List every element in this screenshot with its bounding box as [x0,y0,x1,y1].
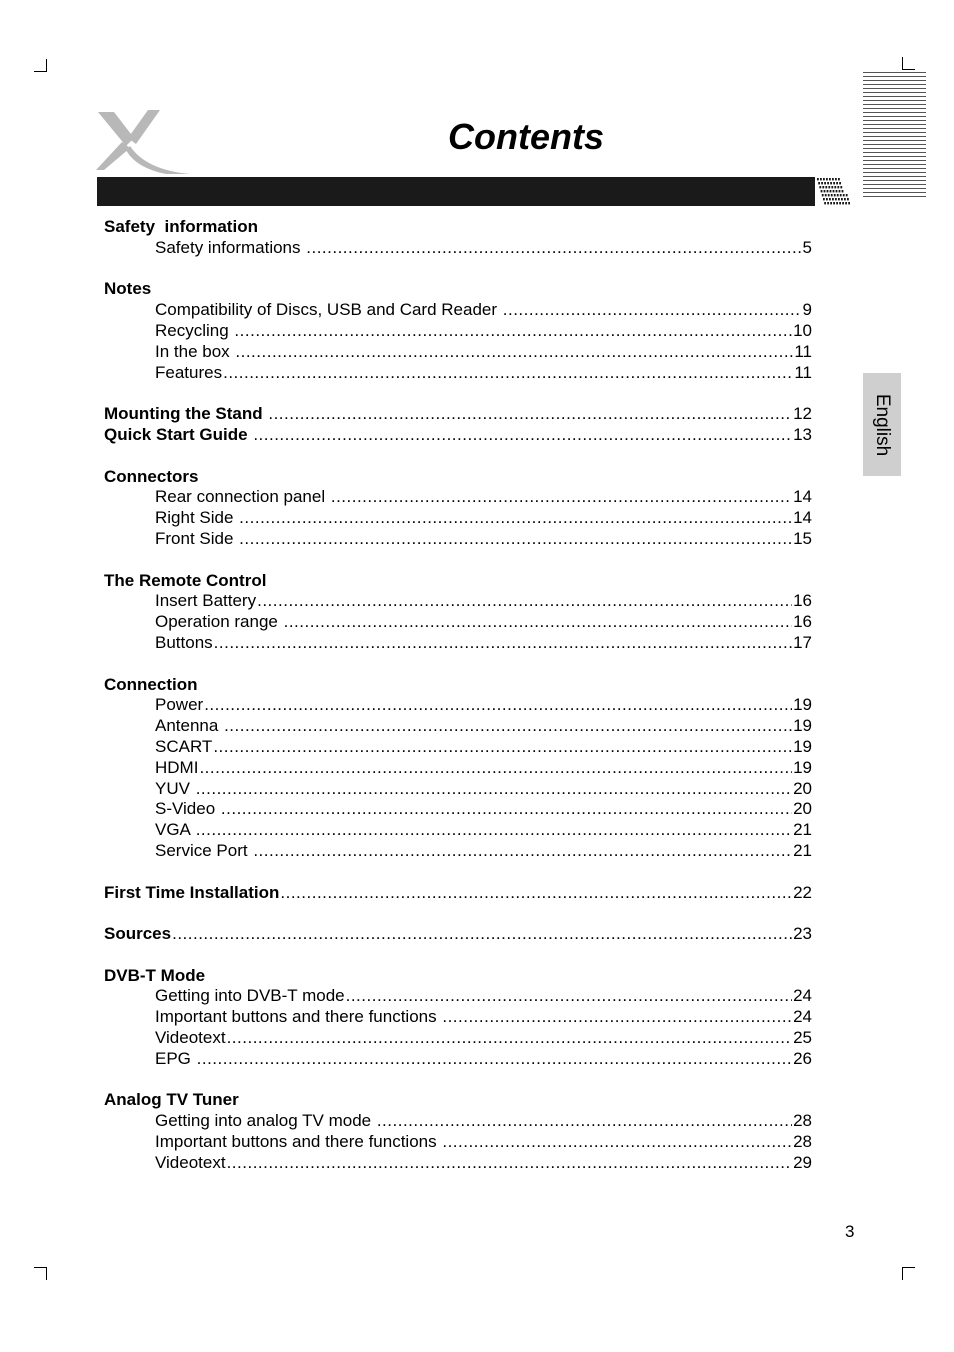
toc-entry-label: Right Side [155,508,239,528]
toc-entry[interactable] [104,695,812,716]
toc-entry[interactable] [104,612,812,633]
toc-page-number: 14 [793,487,812,507]
toc-section-heading[interactable] [104,966,812,987]
toc-entry[interactable] [104,508,812,529]
toc-page-number: 20 [793,778,812,798]
toc-leader-dots [235,342,793,363]
toc-section-title: The Remote Control [104,570,267,590]
toc-page-number: 17 [793,632,812,652]
toc-page-number: 23 [793,924,812,944]
toc-spacer [104,862,812,883]
toc-page-number: 22 [793,882,812,902]
toc-page-number: 19 [793,716,812,736]
toc-entry-label: Videotext [155,1152,226,1172]
toc-leader-dots [197,1049,792,1070]
toc-entry[interactable] [104,300,812,321]
toc-page-number: 25 [793,1028,812,1048]
toc-leader-dots [227,1153,793,1174]
toc-spacer [104,945,812,966]
toc-page-number: 5 [802,237,812,257]
page-title: Contents [448,116,604,157]
toc-entry-label: YUV [155,778,195,798]
language-tab[interactable] [863,373,901,476]
toc-leader-dots [227,1028,793,1049]
toc-page-number: 21 [793,840,812,860]
toc-spacer [104,383,812,404]
toc-leader-dots [204,695,792,716]
toc-section-heading[interactable] [104,571,812,592]
toc-section-title: Mounting the Stand [104,404,268,424]
toc-entry[interactable] [104,529,812,550]
brand-logo-icon [96,108,192,176]
toc-leader-dots [214,633,792,654]
toc-entry[interactable] [104,321,812,342]
toc-entry-label: HDMI [155,757,199,777]
toc-section-heading[interactable] [104,924,812,945]
toc-page-number: 19 [793,736,812,756]
toc-entry[interactable] [104,633,812,654]
toc-leader-dots [213,737,792,758]
toc-page-number: 28 [793,1111,812,1131]
toc-page-number: 13 [793,424,812,444]
toc-leader-dots [199,758,792,779]
toc-page-number: 19 [793,757,812,777]
title-bar [97,177,851,206]
toc-section-heading[interactable] [104,217,812,238]
toc-section-title: Connectors [104,466,199,486]
crop-mark-top-right [902,57,915,70]
toc-leader-dots [221,799,792,820]
crop-mark-bottom-left [34,1267,47,1280]
toc-leader-dots [280,883,792,904]
toc-entry[interactable] [104,1049,812,1070]
toc-entry-label: VGA [155,820,195,840]
toc-spacer [104,903,812,924]
toc-page-number: 20 [793,799,812,819]
toc-leader-dots [331,487,792,508]
toc-page-number: 9 [802,300,812,320]
toc-entry[interactable] [104,737,812,758]
crop-mark-top-left [34,59,47,72]
toc-entry[interactable] [104,487,812,508]
stripe-decoration [863,72,926,199]
toc-section-title: Quick Start Guide [104,424,253,444]
toc-page-number: 29 [793,1152,812,1172]
toc-leader-dots [239,508,792,529]
toc-leader-dots [284,612,792,633]
toc-entry-label: Rear connection panel [155,487,330,507]
toc-page-number: 11 [794,341,812,361]
toc-entry-label: Power [155,695,204,715]
toc-section-title: Sources [104,924,172,944]
toc-entry-label: S-Video [155,799,220,819]
toc-entry-label: SCART [155,736,213,756]
toc-entry-label: Features [155,362,223,382]
toc-page-number: 21 [793,820,812,840]
toc-leader-dots [172,924,792,945]
toc-leader-dots [239,529,792,550]
toc-entry-label: Important buttons and there functions [155,1132,442,1152]
toc-leader-dots [306,238,801,259]
toc-leader-dots [196,820,792,841]
toc-entry[interactable] [104,1007,812,1028]
toc-leader-dots [253,841,792,862]
toc-entry[interactable] [104,716,812,737]
toc-leader-dots [253,425,792,446]
toc-entry[interactable] [104,1132,812,1153]
toc-entry-label: Getting into DVB-T mode [155,986,345,1006]
toc-spacer [104,654,812,675]
toc-entry[interactable] [104,1028,812,1049]
toc-entry[interactable] [104,363,812,384]
toc-spacer [104,1070,812,1091]
toc-entry-label: Service Port [155,840,253,860]
toc-section-title: Connection [104,674,198,694]
toc-section-title: First Time Installation [104,882,280,902]
toc-page-number: 14 [793,508,812,528]
toc-section-heading[interactable] [104,279,812,300]
toc-entry[interactable] [104,591,812,612]
toc-entry[interactable] [104,986,812,1007]
toc-entry-label: Getting into analog TV mode [155,1111,376,1131]
toc-entry[interactable] [104,1153,812,1174]
toc-section-title: Safety information [104,217,258,236]
toc-leader-dots [346,986,792,1007]
toc-entry-label: Buttons [155,632,213,652]
toc-page-number: 24 [793,1007,812,1027]
toc-page-number: 28 [793,1132,812,1152]
toc-entry[interactable] [104,820,812,841]
toc-entry[interactable] [104,799,812,820]
toc-entry-label: Compatibility of Discs, USB and Card Reader [155,300,502,320]
toc-section-heading[interactable] [104,404,812,425]
table-of-contents [104,217,812,1174]
toc-entry[interactable] [104,758,812,779]
toc-entry[interactable] [104,779,812,800]
toc-entry-label: In the box [155,341,235,361]
toc-spacer [104,550,812,571]
toc-page-number: 10 [793,320,812,340]
toc-entry[interactable] [104,841,812,862]
toc-entry-label: Important buttons and there functions [155,1007,442,1027]
toc-section-title: Analog TV Tuner [104,1090,239,1110]
toc-page-number: 19 [793,695,812,715]
page-number: 3 [845,1222,855,1241]
toc-entry-label: Videotext [155,1028,226,1048]
toc-page-number: 16 [793,612,812,632]
toc-page-number: 26 [793,1048,812,1068]
toc-entry-label: Recycling [155,320,234,340]
toc-section-heading[interactable] [104,467,812,488]
toc-page-number: 16 [793,591,812,611]
toc-entry[interactable] [104,1111,812,1132]
language-tab-label: English [872,393,894,456]
toc-entry-label: Operation range [155,612,283,632]
toc-section-heading[interactable] [104,1090,812,1111]
toc-leader-dots [503,300,802,321]
toc-leader-dots [234,321,792,342]
toc-leader-dots [442,1007,792,1028]
crop-mark-bottom-right [902,1267,915,1280]
toc-entry[interactable] [104,238,812,259]
toc-spacer [104,259,812,280]
toc-page-number: 12 [793,404,812,424]
toc-section-title: Notes [104,279,152,299]
toc-section-heading[interactable] [104,675,812,696]
toc-leader-dots [257,591,792,612]
toc-leader-dots [442,1132,792,1153]
toc-spacer [104,446,812,467]
toc-section-heading[interactable] [104,883,812,904]
toc-entry[interactable] [104,342,812,363]
toc-leader-dots [196,779,792,800]
toc-entry-label: EPG [155,1048,196,1068]
toc-entry-label: Front Side [155,528,239,548]
toc-page-number: 15 [793,528,812,548]
toc-section-heading[interactable] [104,425,812,446]
toc-leader-dots [268,404,792,425]
toc-leader-dots [223,363,793,384]
toc-page-number: 24 [793,986,812,1006]
toc-section-title: DVB-T Mode [104,965,206,985]
toc-leader-dots [377,1111,792,1132]
toc-page-number: 11 [794,362,812,382]
toc-leader-dots [224,716,792,737]
toc-entry-label: Antenna [155,716,224,736]
toc-entry-label: Insert Battery [155,591,257,611]
toc-entry-label: Safety informations [155,237,306,257]
